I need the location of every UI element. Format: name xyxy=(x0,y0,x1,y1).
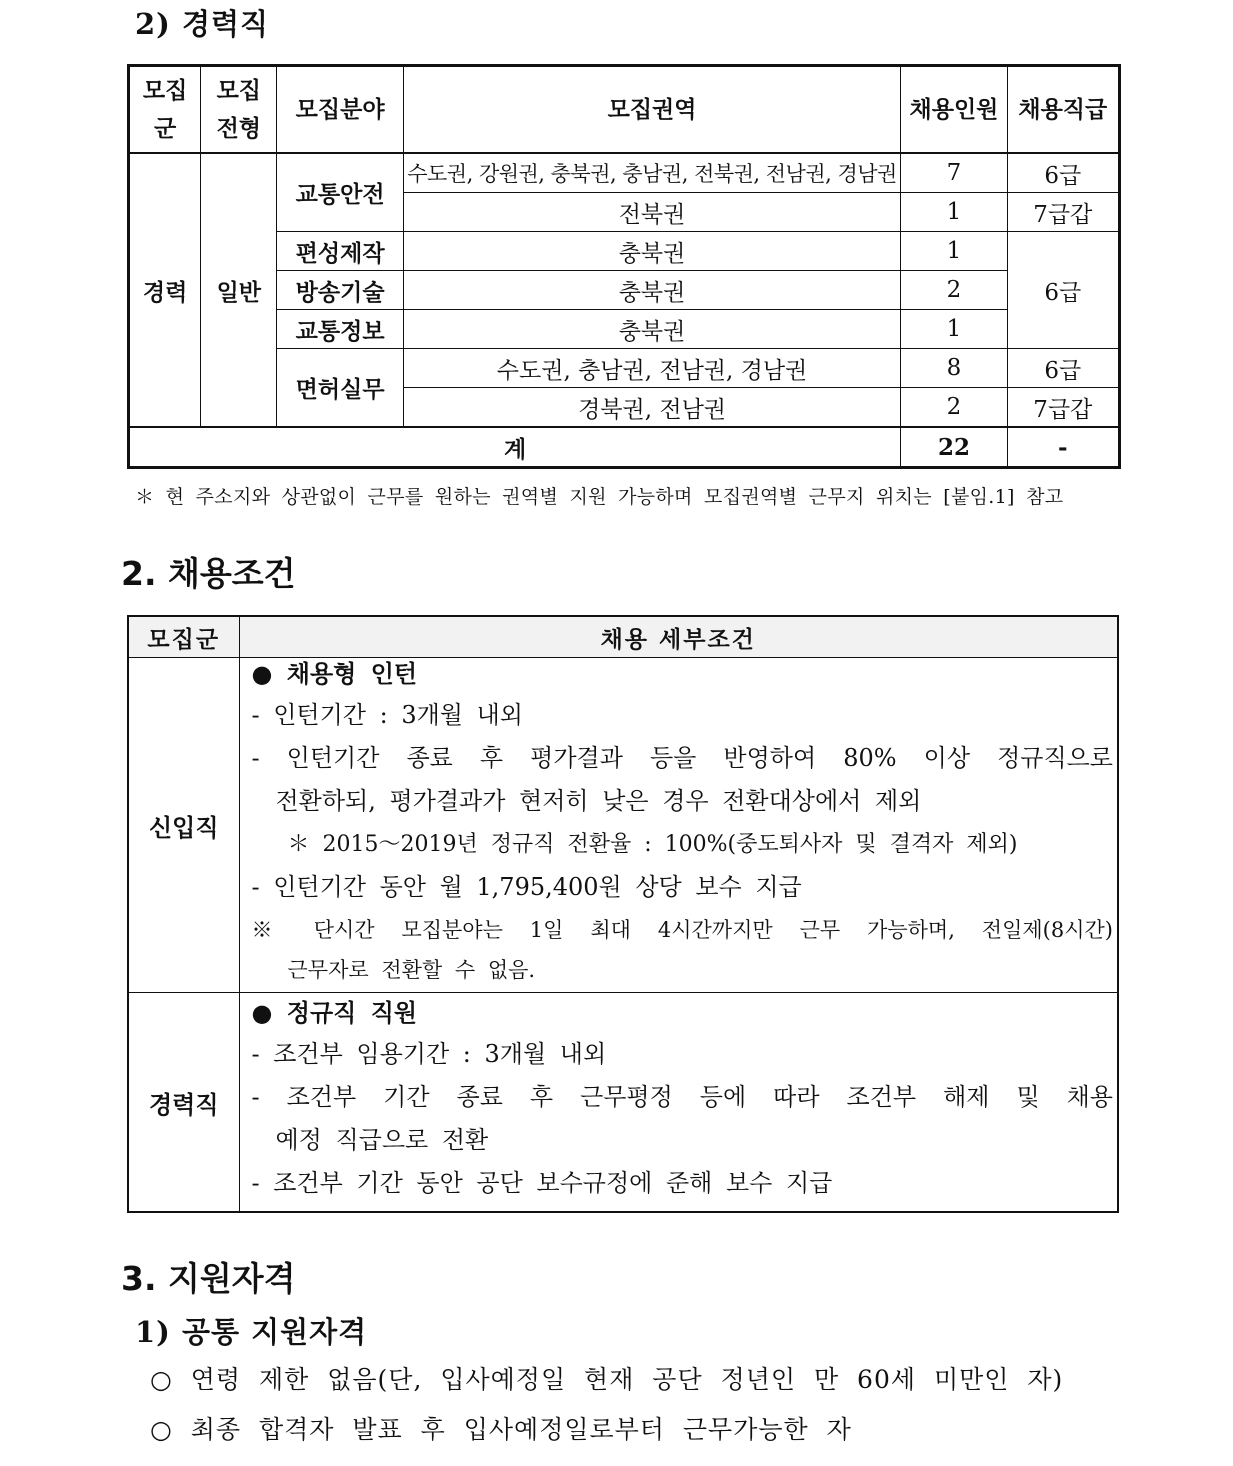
count-cell: 2 xyxy=(901,388,1007,428)
conditions-table xyxy=(127,615,1119,1213)
career-recruitment-table xyxy=(127,64,1121,469)
grade-cell: 6급 xyxy=(1007,232,1119,349)
group-cell: 경력 xyxy=(129,153,201,427)
list-item: ※ 단시간 모집분야는 1일 최대 4시간까지만 근무 가능하며, 전일제(8시간) xyxy=(251,918,1113,942)
header-field: 모집분야 xyxy=(277,66,403,154)
grade-cell: 7급갑 xyxy=(1007,388,1119,428)
total-label: 계 xyxy=(129,427,901,468)
field-cell: 교통안전 xyxy=(277,153,403,232)
count-cell: 8 xyxy=(901,349,1007,388)
group-cell-new: 신입직 xyxy=(128,658,239,993)
table-header-row xyxy=(129,66,1120,154)
list-item: - 인턴기간 종료 후 평가결과 등을 반영하여 80% 이상 정규직으로 xyxy=(251,744,1113,772)
count-cell: 7 xyxy=(901,153,1007,193)
table-row xyxy=(129,349,1120,388)
list-item: ○ 연령 제한 없음(단, 입사예정일 현재 공단 정년인 만 60세 미만인 자) xyxy=(150,1365,1064,1394)
list-item: ● 채용형 인턴 xyxy=(251,659,418,688)
table-row xyxy=(129,153,1120,193)
details-cell-career xyxy=(239,993,1118,1213)
header-count: 채용인원 xyxy=(901,66,1007,154)
count-cell: 1 xyxy=(901,310,1007,349)
list-item: 근무자로 전환할 수 없음. xyxy=(287,958,536,982)
list-item: 예정 직급으로 전환 xyxy=(275,1126,489,1154)
region-cell: 충북권 xyxy=(403,310,901,349)
count-cell: 2 xyxy=(901,271,1007,310)
list-item: - 조건부 임용기간 : 3개월 내외 xyxy=(251,1040,607,1068)
list-item: 전환하되, 평가결과가 현저히 낮은 경우 전환대상에서 제외 xyxy=(275,787,922,815)
region-cell: 수도권, 충남권, 전남권, 경남권 xyxy=(403,349,901,388)
table-row xyxy=(128,993,1118,1213)
header-group: 모집군 xyxy=(128,616,239,658)
header-region: 모집권역 xyxy=(403,66,901,154)
table-row xyxy=(128,658,1118,993)
total-row xyxy=(129,427,1120,468)
header-type: 모집 전형 xyxy=(201,66,277,154)
subsection-title-common: 1) 공통 지원자격 xyxy=(135,1315,368,1349)
count-cell: 1 xyxy=(901,232,1007,271)
group-cell-career: 경력직 xyxy=(128,993,239,1213)
field-cell: 방송기술 xyxy=(277,271,403,310)
table-row xyxy=(129,271,1120,310)
header-grade: 채용직급 xyxy=(1007,66,1119,154)
list-item: ○ 최종 합격자 발표 후 입사예정일로부터 근무가능한 자 xyxy=(150,1415,852,1444)
total-grade: - xyxy=(1007,427,1119,468)
list-item: ＊ 2015～2019년 정규직 전환율 : 100%(중도퇴사자 및 결격자 제외) xyxy=(287,832,1018,857)
grade-cell: 6급 xyxy=(1007,153,1119,193)
section-title-qualifications: 3. 지원자격 xyxy=(121,1259,296,1298)
table-header-row xyxy=(128,616,1118,658)
section-title-career: 2) 경력직 xyxy=(135,7,270,41)
header-group: 모집 군 xyxy=(129,66,201,154)
type-cell: 일반 xyxy=(201,153,277,427)
header-details: 채용 세부조건 xyxy=(239,616,1118,658)
region-cell: 충북권 xyxy=(403,271,901,310)
list-item: - 조건부 기간 동안 공단 보수규정에 준해 보수 지급 xyxy=(251,1169,833,1197)
list-item: - 인턴기간 동안 월 1,795,400원 상당 보수 지급 xyxy=(251,873,802,901)
count-cell: 1 xyxy=(901,193,1007,232)
table-row xyxy=(129,310,1120,349)
list-item: - 인턴기간 : 3개월 내외 xyxy=(251,701,523,729)
total-count: 22 xyxy=(901,427,1007,468)
table-row xyxy=(129,232,1120,271)
details-cell-new xyxy=(239,658,1118,993)
region-cell: 수도권, 강원권, 충북권, 충남권, 전북권, 전남권, 경남권 xyxy=(403,153,901,193)
region-cell: 전북권 xyxy=(403,193,901,232)
region-cell: 충북권 xyxy=(403,232,901,271)
field-cell: 면허실무 xyxy=(277,349,403,428)
list-item: ● 정규직 직원 xyxy=(251,998,418,1027)
section-title-conditions: 2. 채용조건 xyxy=(121,554,296,593)
grade-cell: 6급 xyxy=(1007,349,1119,388)
region-cell: 경북권, 전남권 xyxy=(403,388,901,428)
field-cell: 편성제작 xyxy=(277,232,403,271)
grade-cell: 7급갑 xyxy=(1007,193,1119,232)
region-note: ＊ 현 주소지와 상관없이 근무를 원하는 권역별 지원 가능하며 모집권역별 근무지 위치는 [붙임.1] 참고 xyxy=(135,486,1064,508)
field-cell: 교통정보 xyxy=(277,310,403,349)
list-item: - 조건부 기간 종료 후 근무평정 등에 따라 조건부 해제 및 채용 xyxy=(251,1083,1113,1111)
